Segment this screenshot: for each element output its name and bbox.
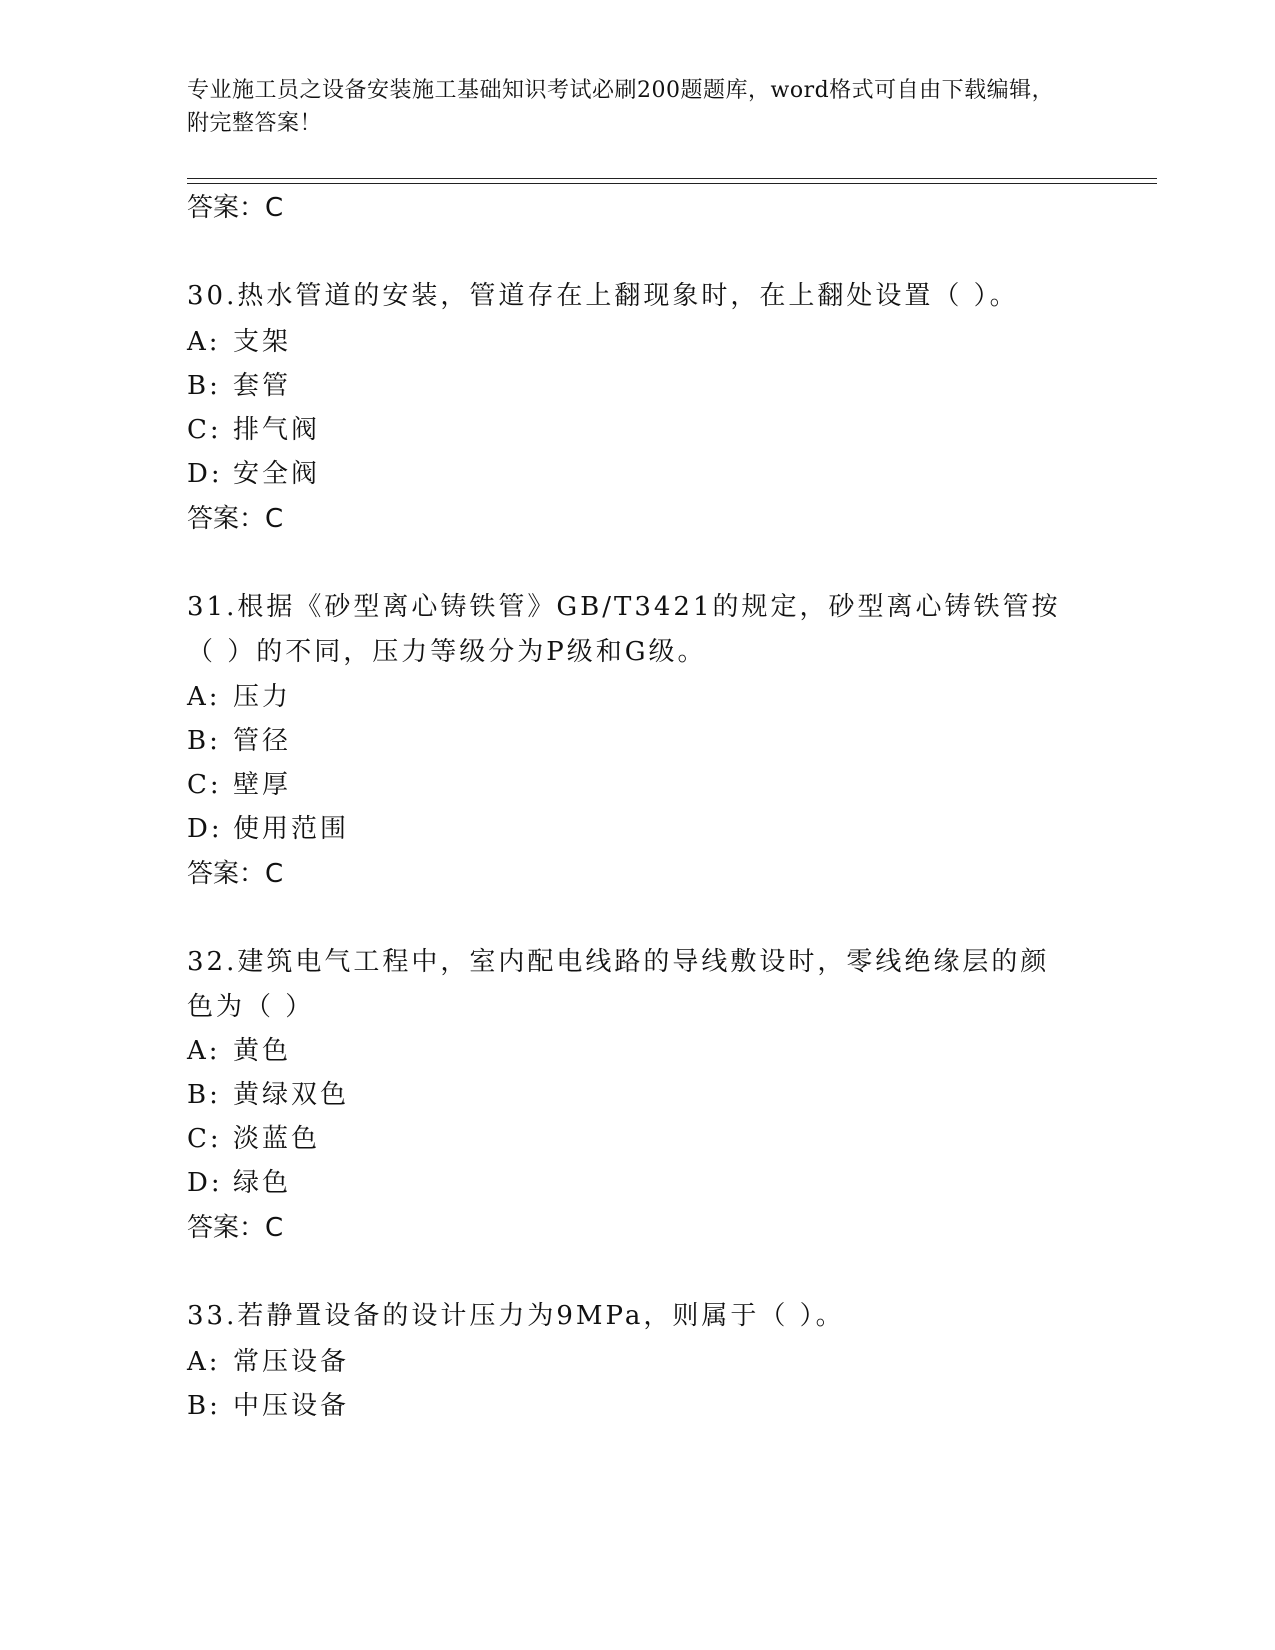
option-letter: D: xyxy=(187,459,223,489)
option-letter: B: xyxy=(187,1391,221,1421)
question-text: 根据《砂型离心铸铁管》GB/T3421的规定，砂型离心铸铁管按（ ）的不同，压力等级分为P级和G级。 xyxy=(187,592,1061,667)
question-number: 30. xyxy=(187,281,238,311)
question-number: 32. xyxy=(187,947,238,977)
answer-line xyxy=(187,1211,283,1245)
question-32 xyxy=(187,940,1077,1030)
option-text: 管径 xyxy=(233,726,292,756)
option-a xyxy=(187,1345,349,1379)
option-a xyxy=(187,1034,291,1068)
question-31 xyxy=(187,585,1077,675)
option-letter: A: xyxy=(187,682,221,712)
answer-value: C xyxy=(265,193,284,223)
answer-line xyxy=(187,191,283,225)
answer-label: 答案： xyxy=(187,859,266,889)
option-text: 安全阀 xyxy=(233,459,321,489)
option-b xyxy=(187,1078,349,1112)
answer-line xyxy=(187,857,283,891)
option-text: 排气阀 xyxy=(233,415,321,445)
option-text: 黄绿双色 xyxy=(233,1080,350,1110)
option-text: 支架 xyxy=(233,327,292,357)
question-text: 热水管道的安装，管道存在上翻现象时，在上翻处设置（ ）。 xyxy=(237,281,1019,311)
answer-value: C xyxy=(265,504,284,534)
option-text: 淡蓝色 xyxy=(233,1124,321,1154)
option-letter: C: xyxy=(187,770,222,800)
question-text: 建筑电气工程中，室内配电线路的导线敷设时，零线绝缘层的颜色为（ ） xyxy=(187,947,1050,1022)
header-divider-bottom xyxy=(187,183,1157,184)
option-a xyxy=(187,325,291,359)
option-letter: A: xyxy=(187,1347,221,1377)
option-text: 中压设备 xyxy=(233,1391,350,1421)
option-letter: D: xyxy=(187,1168,223,1198)
option-b xyxy=(187,369,291,403)
option-c xyxy=(187,768,291,802)
question-number: 33. xyxy=(187,1301,238,1331)
header-divider-top xyxy=(187,178,1157,179)
answer-value: C xyxy=(265,1213,284,1243)
option-text: 使用范围 xyxy=(233,814,350,844)
option-letter: C: xyxy=(187,415,222,445)
answer-label: 答案： xyxy=(187,504,266,534)
option-c xyxy=(187,1122,320,1156)
option-text: 套管 xyxy=(233,371,292,401)
option-text: 绿色 xyxy=(233,1168,292,1198)
option-letter: C: xyxy=(187,1124,222,1154)
option-text: 常压设备 xyxy=(233,1347,350,1377)
option-d xyxy=(187,457,320,491)
option-text: 壁厚 xyxy=(233,770,292,800)
option-d xyxy=(187,812,349,846)
option-b xyxy=(187,1389,349,1423)
option-text: 黄色 xyxy=(233,1036,292,1066)
option-text: 压力 xyxy=(233,682,292,712)
option-letter: B: xyxy=(187,726,221,756)
question-number: 31. xyxy=(187,592,238,622)
answer-value: C xyxy=(265,859,284,889)
question-text: 若静置设备的设计压力为9MPa，则属于（ ）。 xyxy=(237,1301,845,1331)
option-a xyxy=(187,680,291,714)
answer-label: 答案： xyxy=(187,1213,266,1243)
question-33 xyxy=(187,1294,1077,1339)
option-letter: B: xyxy=(187,371,221,401)
option-letter: B: xyxy=(187,1080,221,1110)
document-title: 专业施工员之设备安装施工基础知识考试必刷200题题库，word格式可自由下载编辑，附完整答案！ xyxy=(187,78,1055,136)
document-header xyxy=(187,74,1067,140)
option-d xyxy=(187,1166,291,1200)
answer-label: 答案： xyxy=(187,193,266,223)
answer-line xyxy=(187,502,283,536)
question-30 xyxy=(187,274,1077,319)
option-letter: D: xyxy=(187,814,223,844)
option-b xyxy=(187,724,291,758)
option-letter: A: xyxy=(187,1036,221,1066)
option-letter: A: xyxy=(187,327,221,357)
option-c xyxy=(187,413,320,447)
